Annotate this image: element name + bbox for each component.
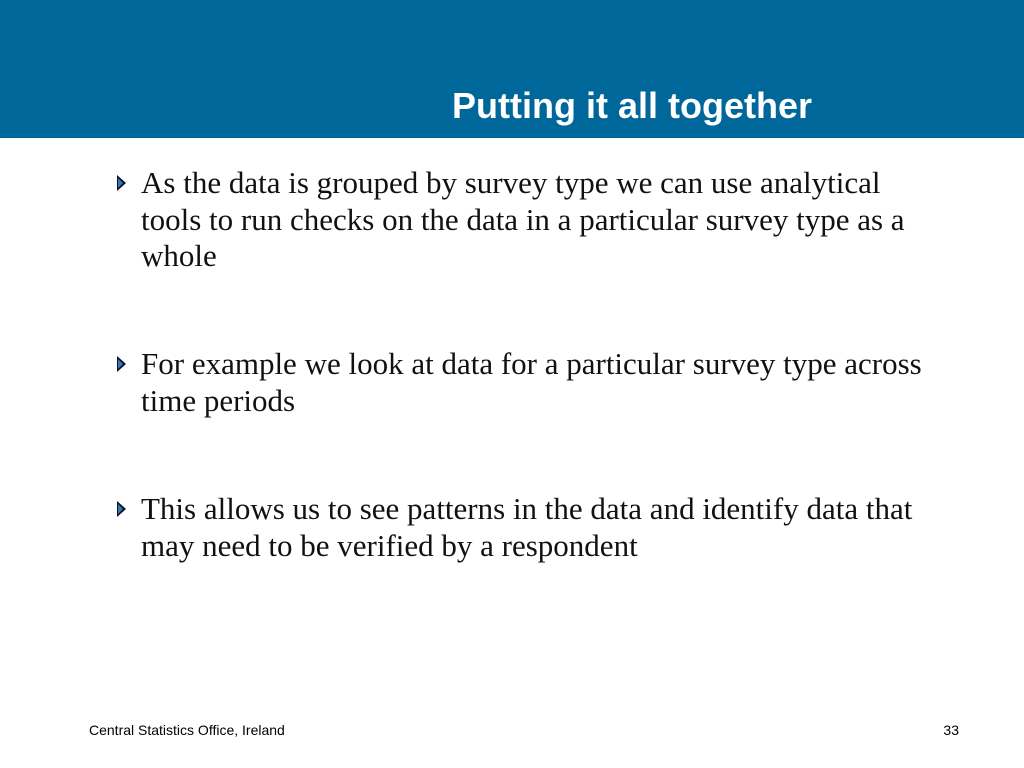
slide-title: Putting it all together bbox=[452, 85, 812, 126]
page-number: 33 bbox=[943, 722, 959, 738]
header-band bbox=[0, 0, 1024, 138]
bullet-text: This allows us to see patterns in the data and identify data that may need to be verified by a respondent bbox=[141, 491, 913, 563]
bullet-text: As the data is grouped by survey type we can use analytical tools to run checks on the data in a particular survey type as a whole bbox=[141, 165, 905, 273]
bullet-arrow-icon bbox=[117, 501, 126, 517]
bullet-arrow-icon bbox=[117, 175, 126, 191]
bullet-arrow-icon bbox=[117, 356, 126, 372]
bullet-text: For example we look at data for a particular survey type across time periods bbox=[141, 346, 922, 418]
footer-organization: Central Statistics Office, Ireland bbox=[89, 722, 285, 738]
